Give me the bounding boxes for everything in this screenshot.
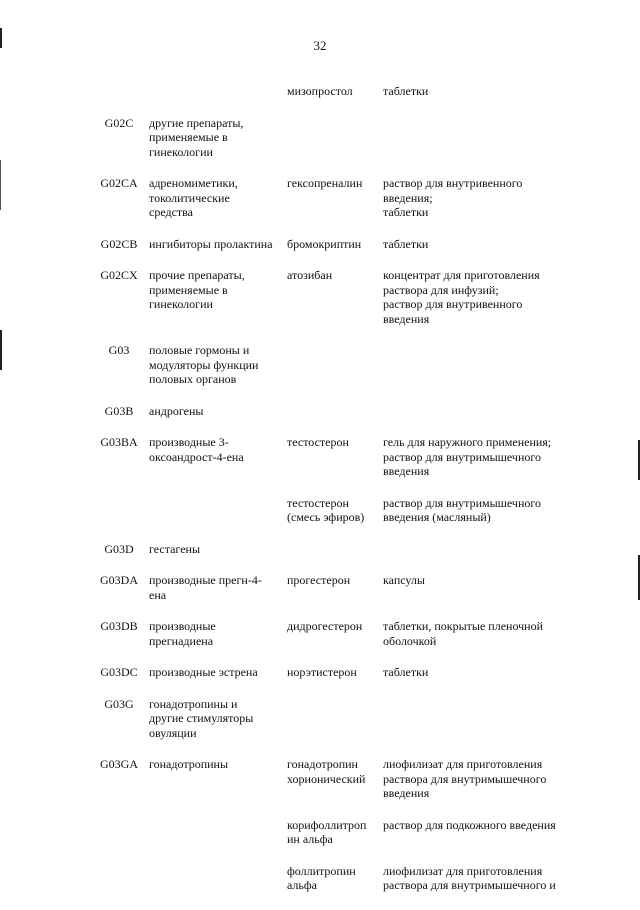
group-name-cell: производные эстрена — [149, 665, 258, 679]
table-row — [92, 176, 632, 237]
table-row — [92, 864, 632, 910]
dosage-form-cell — [383, 697, 632, 741]
dosage-form-cell: раствор для внутривенного введения; таблетки — [383, 176, 523, 219]
table-row — [92, 237, 632, 269]
table-row — [92, 619, 632, 665]
dosage-form-cell: таблетки — [383, 84, 429, 98]
atc-code-cell: G03DA — [100, 573, 138, 587]
drug-classification-table — [92, 84, 632, 910]
dosage-form-cell: концентрат для приготовления раствора для инфузий; раствор для внутривенного введения — [383, 268, 540, 326]
atc-code-cell — [92, 818, 146, 847]
group-name-cell: прочие препараты, применяемые в гинекологии — [149, 268, 245, 311]
table-row — [92, 757, 632, 818]
atc-code-cell: G03G — [104, 696, 134, 711]
drug-name-cell: гонадотропин хорионический — [287, 757, 366, 786]
atc-code-cell: G02CX — [100, 268, 138, 282]
table-row — [92, 84, 632, 116]
dosage-form-cell: лиофилизат для приготовления раствора для внутримышечного и — [383, 863, 556, 892]
atc-code-cell: G02C — [104, 115, 134, 130]
atc-code-cell: G03 — [108, 343, 130, 357]
dosage-form-cell: таблетки — [383, 236, 429, 251]
table-row — [92, 343, 632, 404]
group-name-cell — [146, 496, 287, 525]
dosage-form-cell — [383, 404, 632, 419]
drug-name-cell: бромокриптин — [287, 236, 362, 251]
table-row — [92, 573, 632, 619]
dosage-form-cell: раствор для внутримышечного введения (масляный) — [383, 495, 541, 524]
table-row — [92, 818, 632, 864]
group-name-cell: производные прегн-4- ена — [149, 573, 262, 602]
atc-code-cell: G03DC — [100, 665, 138, 679]
atc-code-cell: G03DB — [100, 619, 138, 633]
group-name-cell: гонадотропины — [149, 757, 229, 771]
dosage-form-cell: таблетки — [383, 665, 429, 679]
group-name-cell: андрогены — [149, 403, 204, 418]
dosage-form-cell — [383, 542, 632, 557]
table-row — [92, 435, 632, 496]
atc-code-cell: G03GA — [100, 757, 138, 771]
drug-name-cell: мизопростол — [287, 84, 353, 98]
atc-code-cell: G02CB — [100, 236, 138, 251]
drug-name-cell: дидрогестерон — [287, 619, 363, 633]
table-row — [92, 496, 632, 542]
dosage-form-cell: таблетки, покрытые пленочной оболочкой — [383, 619, 544, 648]
group-name-cell: производные 3- оксоандрост-4-ена — [149, 435, 244, 464]
group-name-cell: ингибиторы пролактина — [149, 236, 273, 251]
drug-name-cell — [287, 116, 383, 160]
atc-code-cell: G03BA — [100, 435, 138, 449]
drug-name-cell — [287, 404, 383, 419]
drug-name-cell: тестостерон (смесь эфиров) — [287, 495, 365, 524]
drug-name-cell: атозибан — [287, 268, 333, 282]
dosage-form-cell — [383, 116, 632, 160]
drug-name-cell: гексопреналин — [287, 176, 363, 190]
page-number: 32 — [313, 38, 327, 53]
dosage-form-cell: лиофилизат для приготовления раствора для внутримышечного введения — [383, 757, 547, 800]
atc-code-cell — [92, 496, 146, 525]
table-row — [92, 542, 632, 574]
drug-name-cell — [287, 542, 383, 557]
group-name-cell: производные прегнадиена — [149, 619, 216, 648]
group-name-cell: другие препараты, применяемые в гинекологии — [149, 115, 244, 159]
dosage-form-cell: капсулы — [383, 573, 425, 587]
group-name-cell: адреномиметики, токолитические средства — [149, 176, 238, 219]
table-row — [92, 665, 632, 697]
table-row — [92, 268, 632, 343]
group-name-cell — [146, 818, 287, 847]
atc-code-cell — [92, 84, 146, 99]
scan-margin-mark — [0, 160, 1, 210]
table-row — [92, 404, 632, 436]
group-name-cell: половые гормоны и модуляторы функции половых органов — [149, 343, 259, 386]
table-row — [92, 116, 632, 177]
atc-code-cell: G03D — [104, 541, 134, 556]
drug-name-cell: прогестерон — [287, 573, 351, 587]
atc-code-cell: G02CA — [100, 176, 138, 190]
dosage-form-cell: гель для наружного применения; раствор для внутримышечного введения — [383, 435, 552, 478]
table-row — [92, 697, 632, 758]
atc-code-cell — [92, 864, 146, 893]
group-name-cell — [146, 84, 287, 99]
drug-name-cell — [287, 697, 383, 741]
drug-name-cell — [287, 343, 383, 387]
group-name-cell: гестагены — [149, 541, 201, 556]
drug-name-cell: фоллитропин альфа — [287, 863, 356, 892]
drug-name-cell: тестостерон — [287, 435, 349, 449]
drug-name-cell: норэтистерон — [287, 665, 357, 679]
group-name-cell: гонадотропины и другие стимуляторы овуляции — [149, 696, 254, 740]
dosage-form-cell: раствор для подкожного введения — [383, 817, 556, 832]
scan-margin-mark — [0, 330, 2, 370]
atc-code-cell: G03B — [104, 403, 134, 418]
group-name-cell — [146, 864, 287, 893]
drug-name-cell: корифоллитроп ин альфа — [287, 817, 367, 846]
dosage-form-cell — [383, 343, 632, 387]
